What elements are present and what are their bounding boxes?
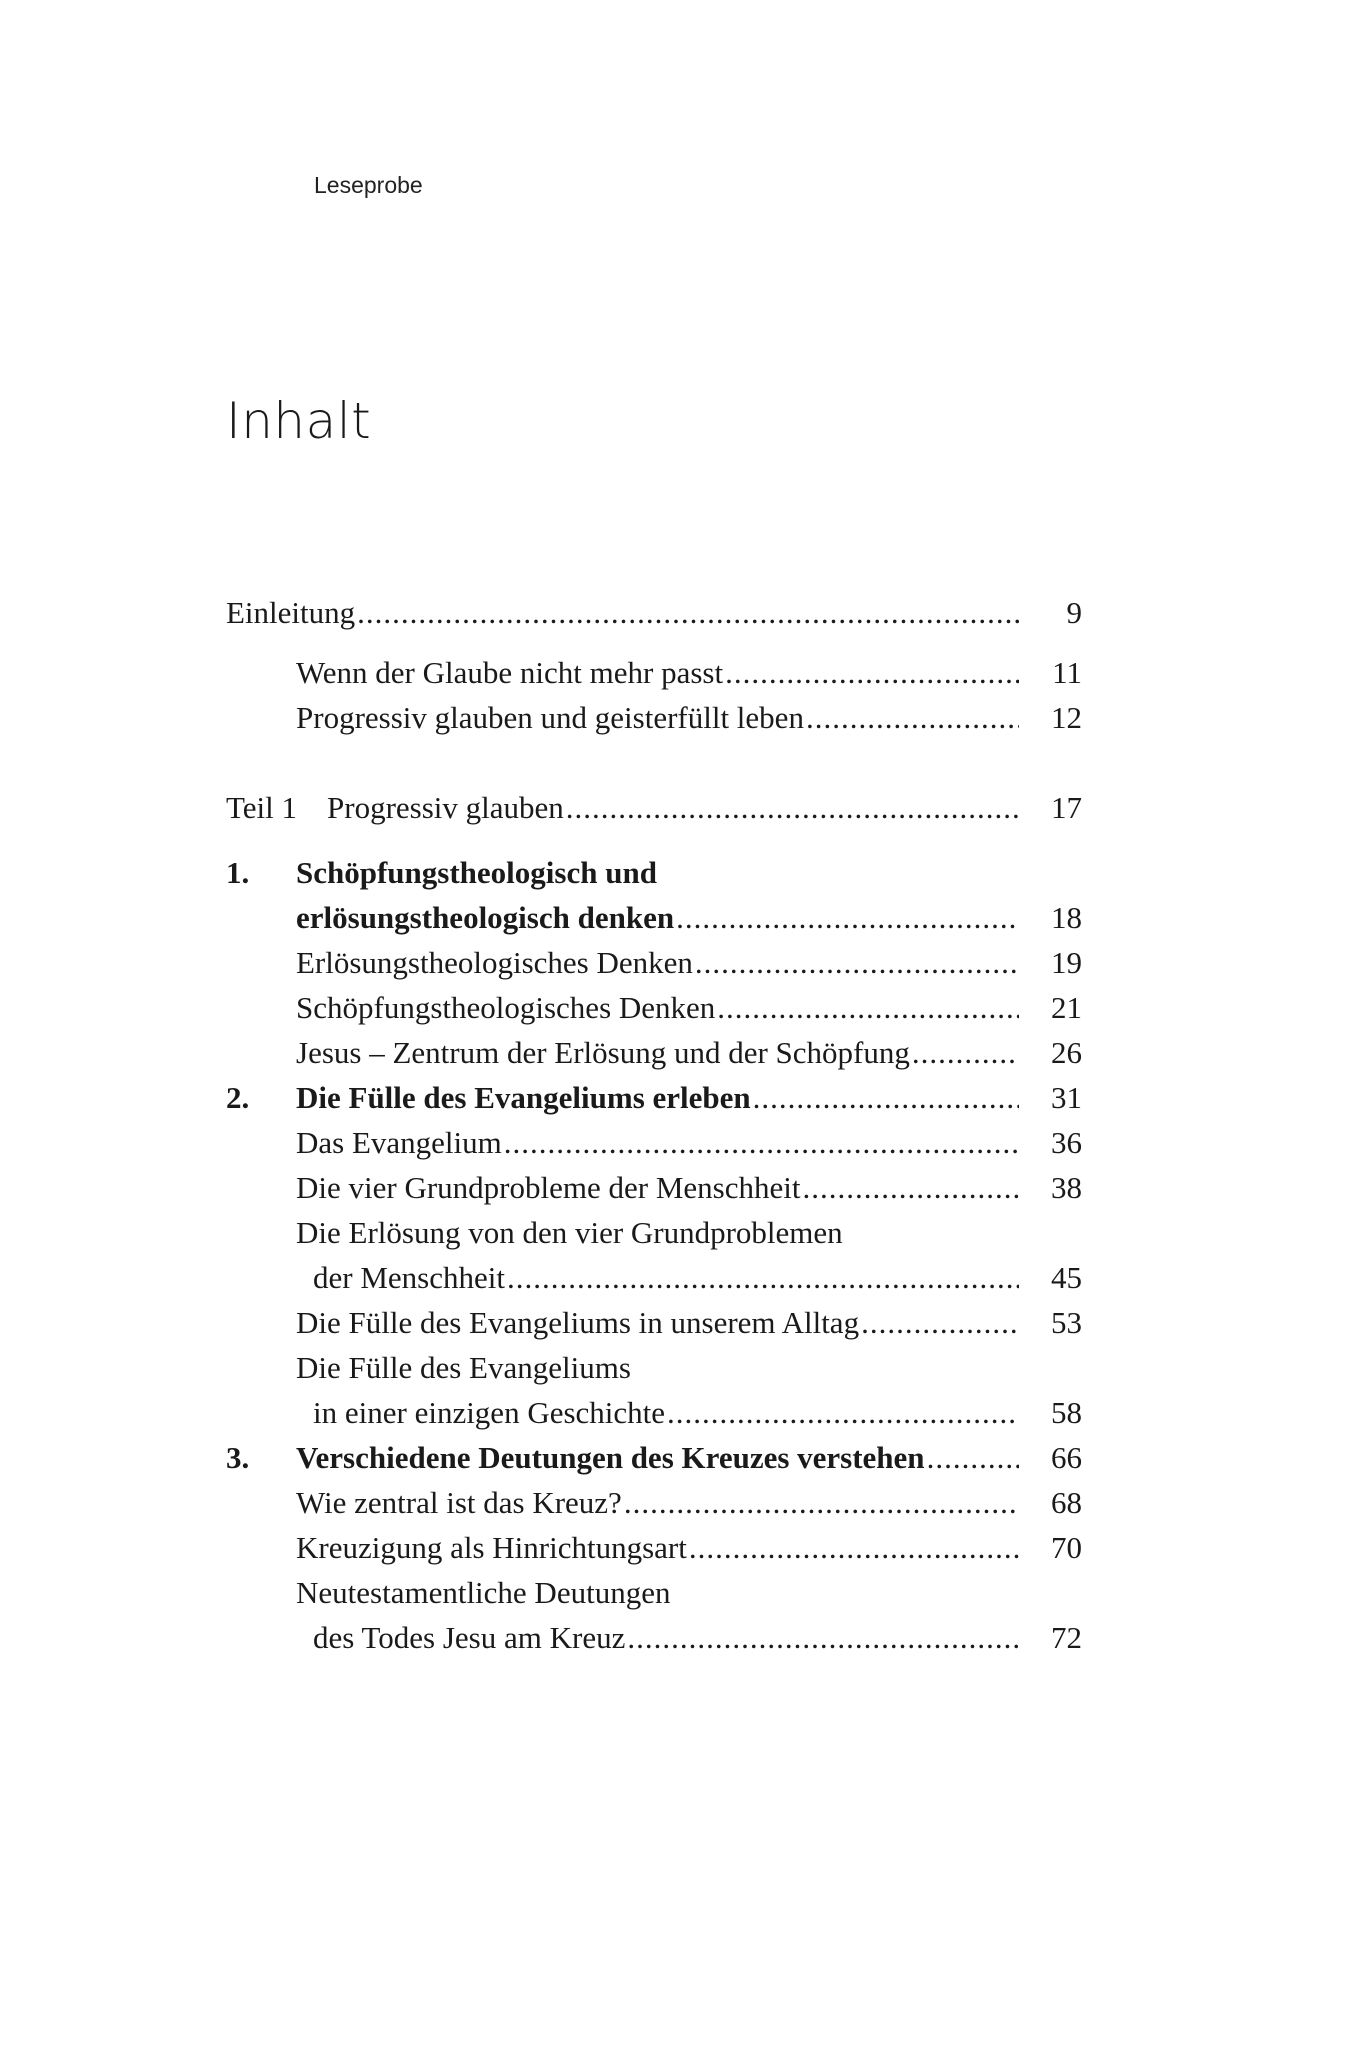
toc-label: Einleitung bbox=[226, 591, 357, 635]
dot-leader bbox=[624, 1481, 1019, 1525]
toc-label: Schöpfungstheologisch und bbox=[296, 855, 657, 890]
toc-chapter-1-line2[interactable] bbox=[0, 896, 1348, 940]
toc-entry-ch2-s5-line1[interactable] bbox=[0, 1346, 1348, 1390]
chapter-number: 3. bbox=[226, 1440, 250, 1475]
toc-entry-wenn[interactable] bbox=[0, 651, 1348, 695]
toc-label: Wie zentral ist das Kreuz? bbox=[296, 1481, 624, 1525]
toc-entry-ch3-s3-line1[interactable] bbox=[0, 1571, 1348, 1615]
toc-label: Die Fülle des Evangeliums erleben bbox=[296, 1076, 753, 1120]
toc-entry-ch2-s1[interactable] bbox=[0, 1121, 1348, 1165]
toc-label: Progressiv glauben bbox=[327, 786, 566, 830]
header-label: Leseprobe bbox=[314, 172, 423, 198]
toc-entry-ch1-s1[interactable] bbox=[0, 941, 1348, 985]
toc-label: Die vier Grundprobleme der Menschheit bbox=[296, 1166, 802, 1210]
toc-entry-ch1-s2[interactable] bbox=[0, 986, 1348, 1030]
toc-page-number: 38 bbox=[1051, 1170, 1082, 1205]
toc-page-number: 26 bbox=[1051, 1035, 1082, 1070]
toc-entry-ch2-s3-line2[interactable] bbox=[0, 1256, 1348, 1300]
chapter-number: 1. bbox=[226, 855, 250, 890]
toc-entry-ch3-s2[interactable] bbox=[0, 1526, 1348, 1570]
dot-leader bbox=[689, 1526, 1019, 1570]
dot-leader bbox=[802, 1166, 1019, 1210]
toc-label: Progressiv glauben und geisterfüllt leben bbox=[296, 696, 806, 740]
dot-leader bbox=[627, 1616, 1019, 1660]
toc-page-number: 72 bbox=[1051, 1620, 1082, 1655]
toc-label: Erlösungstheologisches Denken bbox=[296, 941, 695, 985]
toc-page-number: 9 bbox=[1066, 595, 1082, 630]
dot-leader bbox=[753, 1076, 1019, 1120]
toc-page-number: 45 bbox=[1051, 1260, 1082, 1295]
toc-entry-ch2-s5-line2[interactable] bbox=[0, 1391, 1348, 1435]
toc-label: Verschiedene Deutungen des Kreuzes verstehen bbox=[296, 1436, 927, 1480]
dot-leader bbox=[667, 1391, 1019, 1435]
toc-page-number: 31 bbox=[1051, 1080, 1082, 1115]
dot-leader bbox=[357, 591, 1019, 635]
dot-leader bbox=[507, 1256, 1019, 1300]
toc-page-number: 18 bbox=[1051, 900, 1082, 935]
dot-leader bbox=[806, 696, 1019, 740]
toc-entry-teil-1[interactable] bbox=[0, 786, 1348, 830]
toc-page-number: 36 bbox=[1051, 1125, 1082, 1160]
toc-page-number: 21 bbox=[1051, 990, 1082, 1025]
toc-entry-ch1-s3[interactable] bbox=[0, 1031, 1348, 1075]
dot-leader bbox=[695, 941, 1019, 985]
page-title: Inhalt bbox=[226, 392, 372, 450]
toc-entry-ch2-s2[interactable] bbox=[0, 1166, 1348, 1210]
toc-label: Jesus – Zentrum der Erlösung und der Schöpfung bbox=[296, 1031, 912, 1075]
part-prefix: Teil 1 bbox=[226, 790, 298, 825]
toc-label: Die Erlösung von den vier Grundproblemen bbox=[296, 1215, 843, 1250]
toc-page-number: 66 bbox=[1051, 1440, 1082, 1475]
dot-leader bbox=[861, 1301, 1019, 1345]
toc-label: Wenn der Glaube nicht mehr passt bbox=[296, 651, 725, 695]
toc-label: Schöpfungstheologisches Denken bbox=[296, 986, 717, 1030]
dot-leader bbox=[927, 1436, 1019, 1480]
chapter-number: 2. bbox=[226, 1080, 250, 1115]
toc-chapter-1-line1[interactable] bbox=[0, 851, 1348, 895]
toc-page-number: 17 bbox=[1051, 790, 1082, 825]
toc-entry-ch3-s1[interactable] bbox=[0, 1481, 1348, 1525]
dot-leader bbox=[725, 651, 1019, 695]
toc-entry-progressiv[interactable] bbox=[0, 696, 1348, 740]
toc-page-number: 19 bbox=[1051, 945, 1082, 980]
dot-leader bbox=[504, 1121, 1019, 1165]
toc-label: der Menschheit bbox=[313, 1256, 507, 1300]
toc-page-number: 11 bbox=[1052, 655, 1082, 690]
toc-label: Die Fülle des Evangeliums in unserem Alltag bbox=[296, 1301, 861, 1345]
toc-entry-ch3-s3-line2[interactable] bbox=[0, 1616, 1348, 1660]
toc-page-number: 68 bbox=[1051, 1485, 1082, 1520]
toc-label: in einer einzigen Geschichte bbox=[313, 1391, 667, 1435]
toc-label: Kreuzigung als Hinrichtungsart bbox=[296, 1526, 689, 1570]
toc-page-number: 53 bbox=[1051, 1305, 1082, 1340]
toc-chapter-3[interactable] bbox=[0, 1436, 1348, 1480]
toc-chapter-2[interactable] bbox=[0, 1076, 1348, 1120]
dot-leader bbox=[676, 896, 1019, 940]
toc-label: Neutestamentliche Deutungen bbox=[296, 1575, 671, 1610]
toc-entry-ch2-s4[interactable] bbox=[0, 1301, 1348, 1345]
toc-entry-einleitung[interactable] bbox=[0, 591, 1348, 635]
dot-leader bbox=[566, 786, 1019, 830]
toc-page-number: 58 bbox=[1051, 1395, 1082, 1430]
toc-label: erlösungstheologisch denken bbox=[296, 896, 676, 940]
toc-page-number: 12 bbox=[1051, 700, 1082, 735]
dot-leader bbox=[717, 986, 1019, 1030]
toc-entry-ch2-s3-line1[interactable] bbox=[0, 1211, 1348, 1255]
toc-page-number: 70 bbox=[1051, 1530, 1082, 1565]
toc-label: des Todes Jesu am Kreuz bbox=[313, 1616, 627, 1660]
toc-label: Die Fülle des Evangeliums bbox=[296, 1350, 631, 1385]
toc-label: Das Evangelium bbox=[296, 1121, 504, 1165]
dot-leader bbox=[912, 1031, 1019, 1075]
